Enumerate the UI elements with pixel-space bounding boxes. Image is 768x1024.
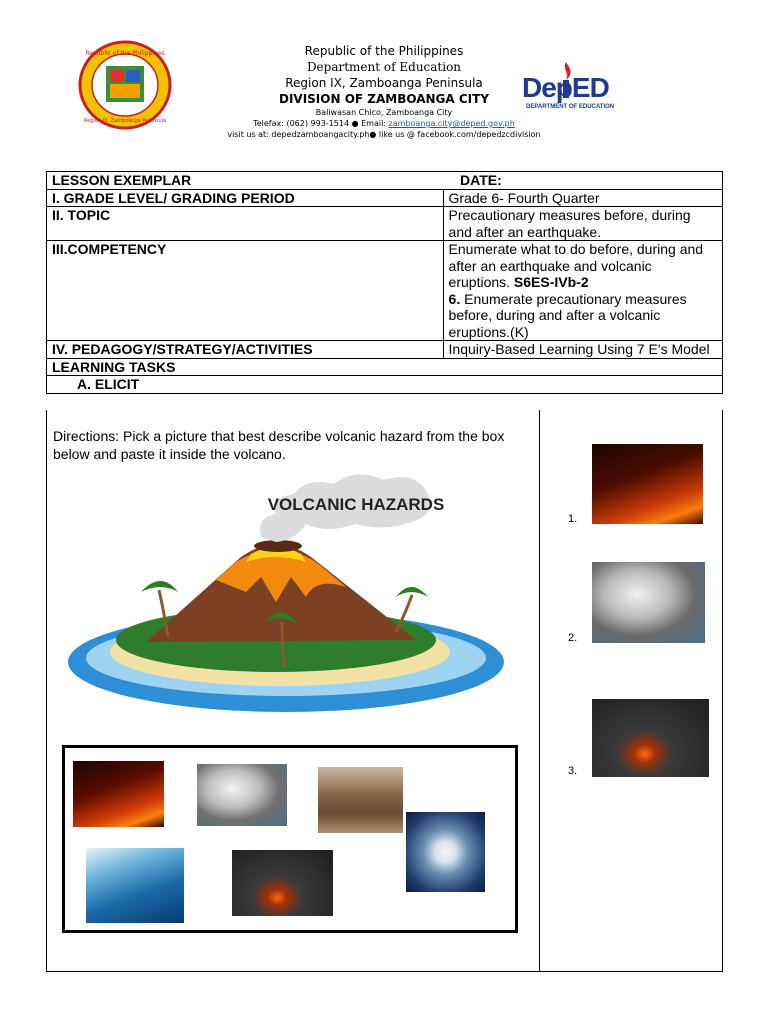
ash-cloud-image-2[interactable] bbox=[592, 562, 705, 643]
lava-flow-image-1[interactable] bbox=[592, 444, 703, 524]
eruption-night-image-3[interactable] bbox=[592, 699, 709, 777]
topic-value: Precautionary measures before, during and after an earthquake. bbox=[443, 207, 722, 241]
lesson-table bbox=[46, 171, 723, 394]
lesson-exemplar-label: LESSON EXEMPLAR bbox=[47, 172, 444, 190]
number-2: 2. bbox=[568, 632, 578, 644]
header-contact: Telefax: (062) 993-1514 ● Email: bbox=[253, 119, 389, 128]
grade-value: Grade 6- Fourth Quarter bbox=[443, 189, 722, 207]
competency-text2: Enumerate precautionary measures before, during and after a volcanic eruptions.(K) bbox=[448, 290, 687, 340]
letterhead bbox=[200, 43, 568, 140]
date-label: DATE: bbox=[443, 172, 722, 190]
header-division: DIVISION OF ZAMBOANGA CITY bbox=[278, 92, 490, 106]
competency-code: S6ES-IVb-2 bbox=[513, 274, 589, 290]
table-row bbox=[47, 207, 723, 241]
volcano-island-illustration bbox=[66, 462, 506, 724]
header-visit: visit us at: depedzamboangacity.ph● like us @ facebook.com/depedzcdivision bbox=[227, 130, 541, 139]
choice-ash-cloud-image[interactable] bbox=[197, 764, 287, 826]
deped-sub: DEPARTMENT OF EDUCATION bbox=[526, 104, 615, 110]
topic-label: II. TOPIC bbox=[47, 207, 444, 241]
choice-eruption-night-image[interactable] bbox=[232, 850, 333, 916]
learning-tasks-label: LEARNING TASKS bbox=[47, 358, 723, 376]
choice-tsunami-image[interactable] bbox=[86, 848, 184, 923]
pedagogy-label: IV. PEDAGOGY/STRATEGY/ACTIVITIES bbox=[47, 341, 444, 359]
column-divider bbox=[539, 410, 540, 972]
competency-label: III.COMPETENCY bbox=[47, 241, 444, 341]
seal-bottom-text: Region IX, Zamboanga Peninsula bbox=[83, 118, 167, 124]
table-row bbox=[47, 241, 723, 341]
header-line1: Republic of the Philippines bbox=[304, 44, 464, 58]
competency-num: 6. bbox=[448, 290, 461, 307]
competency-text1: Enumerate what to do before, during and after an earthquake and volcanic eruptions. bbox=[448, 241, 704, 290]
table-row bbox=[47, 358, 723, 376]
table-row bbox=[47, 172, 723, 190]
number-1: 1. bbox=[568, 513, 578, 525]
choice-typhoon-image[interactable] bbox=[406, 812, 485, 892]
table-row bbox=[47, 376, 723, 394]
pedagogy-value: Inquiry-Based Learning Using 7 E's Model bbox=[443, 341, 722, 359]
grade-label: I. GRADE LEVEL/ GRADING PERIOD bbox=[47, 189, 444, 207]
number-3: 3. bbox=[568, 765, 578, 777]
competency-value bbox=[443, 241, 722, 341]
deped-zamboanga-seal bbox=[78, 40, 172, 130]
header-line2: Department of Education bbox=[306, 60, 462, 74]
seal-top-text: Republic of the Philippines bbox=[85, 50, 165, 57]
volcano-title: VOLCANIC HAZARDS bbox=[267, 495, 445, 514]
deped-brand: DepED bbox=[522, 72, 609, 103]
elicit-label: A. ELICIT bbox=[47, 376, 723, 394]
directions-text: Directions: Pick a picture that best describe volcanic hazard from the box below and paste it inside the volcano. bbox=[53, 428, 505, 462]
deped-logo bbox=[522, 58, 624, 114]
table-row bbox=[47, 341, 723, 359]
header-address: Baliwasan Chico, Zamboanga City bbox=[315, 108, 453, 117]
table-row bbox=[47, 189, 723, 207]
email-link[interactable]: zamboanga.city@deped.gov.ph bbox=[388, 119, 515, 128]
choice-lava-image[interactable] bbox=[73, 761, 164, 827]
header-line3: Region IX, Zamboanga Peninsula bbox=[285, 76, 483, 90]
choice-earthquake-damage-image[interactable] bbox=[318, 767, 403, 833]
